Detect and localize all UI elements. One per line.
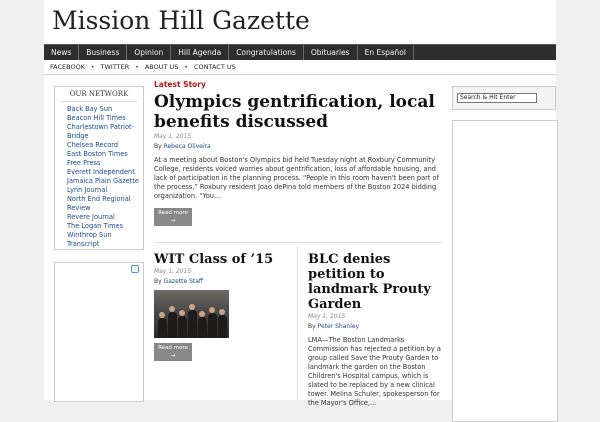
story-blc-excerpt: LMA—The Boston Landmarks Commission has rejected a petition by a group called Save the Prouty Garden to landmark the garden on the Boston Children's Hospital campus, which is slated to be replaced by a new clinical tower. Melina Schuler, spokesperson for the Mayor's Office,... (308, 336, 441, 407)
photo-figure-head (219, 309, 225, 315)
network-link[interactable]: Lynn Journal (67, 186, 108, 194)
ad-widget[interactable] (54, 262, 144, 402)
story-wit-byline (154, 278, 294, 285)
story-wit-headline[interactable]: WIT Class of ’15 (154, 252, 274, 267)
story-blc-author-link[interactable]: Peter Shanley (317, 323, 360, 330)
story-wit-read-more-button[interactable] (154, 343, 192, 361)
network-link[interactable]: East Boston Times Free Press (67, 150, 128, 167)
photo-figure-head (199, 311, 205, 317)
sub-nav (44, 60, 556, 75)
lead-date: May 1, 2015 (154, 133, 192, 140)
network-list (55, 105, 143, 249)
nav-obituaries[interactable]: Obituaries (304, 45, 358, 60)
site-title[interactable]: Mission Hill Gazette (52, 6, 310, 35)
lead-read-more-button[interactable] (154, 208, 192, 226)
network-link[interactable]: Winthrop Sun Transcript (67, 231, 112, 248)
nav-opinion[interactable]: Opinion (127, 45, 171, 60)
photo-figure (208, 313, 217, 338)
story-wit-photo[interactable] (154, 290, 229, 338)
page (44, 0, 556, 407)
sub-nav-bullet: • (184, 63, 188, 71)
network-widget (54, 86, 144, 250)
sub-nav-bullet: • (90, 63, 95, 71)
right-sidebar (452, 86, 556, 110)
story-blc-date: May 1, 2015 (308, 313, 346, 320)
photo-figure-head (209, 307, 215, 313)
photo-figure-head (179, 310, 185, 316)
story-wit-author-link[interactable]: Gazette Staff (163, 278, 204, 285)
photo-figure (188, 310, 197, 338)
section-label: Latest Story (154, 80, 206, 89)
ad-info-icon[interactable]: i (131, 265, 139, 273)
byline-prefix: By (308, 323, 316, 330)
network-link[interactable]: The Logan Times (67, 222, 124, 230)
network-link[interactable]: Revere Journal (67, 213, 115, 221)
photo-figure-head (189, 304, 195, 310)
photo-figure-head (159, 312, 165, 318)
photo-figure-head (169, 306, 175, 312)
story-blc (308, 252, 442, 415)
search-widget (452, 86, 556, 110)
network-link[interactable]: Chelsea Record (67, 141, 119, 149)
main-nav (44, 44, 556, 60)
photo-figure (198, 317, 207, 338)
story-wit (154, 252, 294, 361)
story-blc-byline (308, 323, 442, 330)
photo-figure (168, 312, 177, 338)
read-more-label: Read more (158, 345, 188, 351)
nav-business[interactable]: Business (79, 45, 127, 60)
network-link[interactable]: Jamaica Plain Gazette (67, 177, 139, 185)
search-input[interactable] (457, 93, 537, 103)
photo-figure (158, 318, 167, 338)
story-blc-headline[interactable]: BLC denies petition to landmark Prouty Garden (308, 252, 431, 312)
nav-en-espanol[interactable]: En Español (358, 45, 414, 60)
photo-figure (178, 316, 187, 338)
network-link[interactable]: Everett Independent (67, 168, 135, 176)
network-title: OUR NETWORK (61, 87, 137, 102)
nav-hill-agenda[interactable]: Hill Agenda (171, 45, 229, 60)
network-link[interactable]: Charlestown Patriot-Bridge (67, 123, 134, 140)
lead-excerpt: At a meeting about Boston's Olympics bid held Tuesday night at Roxbury Community College, residents voiced worries about gentrification, loss of affordable housing, and lack of participation in the planning process. “People in this room haven't been part of the process,” Roxbury resident Joao dePina told members of the Boston 2024 bidding organization. “You... (154, 156, 439, 200)
story-divider (154, 242, 442, 243)
sub-nav-twitter[interactable]: TWITTER (100, 63, 130, 71)
story-wit-date: May 1, 2015 (154, 268, 192, 275)
sub-nav-about-us[interactable]: ABOUT US (144, 63, 179, 71)
nav-congratulations[interactable]: Congratulations (229, 45, 304, 60)
column-divider (297, 246, 298, 400)
arrow-right-icon: → (170, 353, 176, 359)
network-link[interactable]: North End Regional Review (67, 195, 131, 212)
sidebar-widget (452, 120, 558, 422)
lead-headline[interactable]: Olympics gentrification, local benefits discussed (154, 92, 435, 132)
nav-news[interactable]: News (44, 45, 79, 60)
read-more-label: Read more (158, 209, 188, 216)
byline-prefix: By (154, 278, 162, 285)
sub-nav-bullet: • (135, 63, 139, 71)
byline-prefix: By (154, 143, 162, 150)
sub-nav-facebook[interactable]: FACEBOOK (50, 63, 85, 71)
lead-byline (154, 143, 444, 150)
arrow-right-icon: → (170, 217, 176, 224)
left-sidebar (54, 86, 144, 250)
network-link[interactable]: Back Bay Sun (67, 105, 113, 113)
sub-nav-contact-us[interactable]: CONTACT US (193, 63, 236, 71)
network-link[interactable]: Beacon Hill Times (67, 114, 126, 122)
lead-story (154, 80, 444, 226)
lead-author-link[interactable]: Rebeca Oliveira (163, 143, 211, 150)
photo-figure (218, 315, 227, 338)
